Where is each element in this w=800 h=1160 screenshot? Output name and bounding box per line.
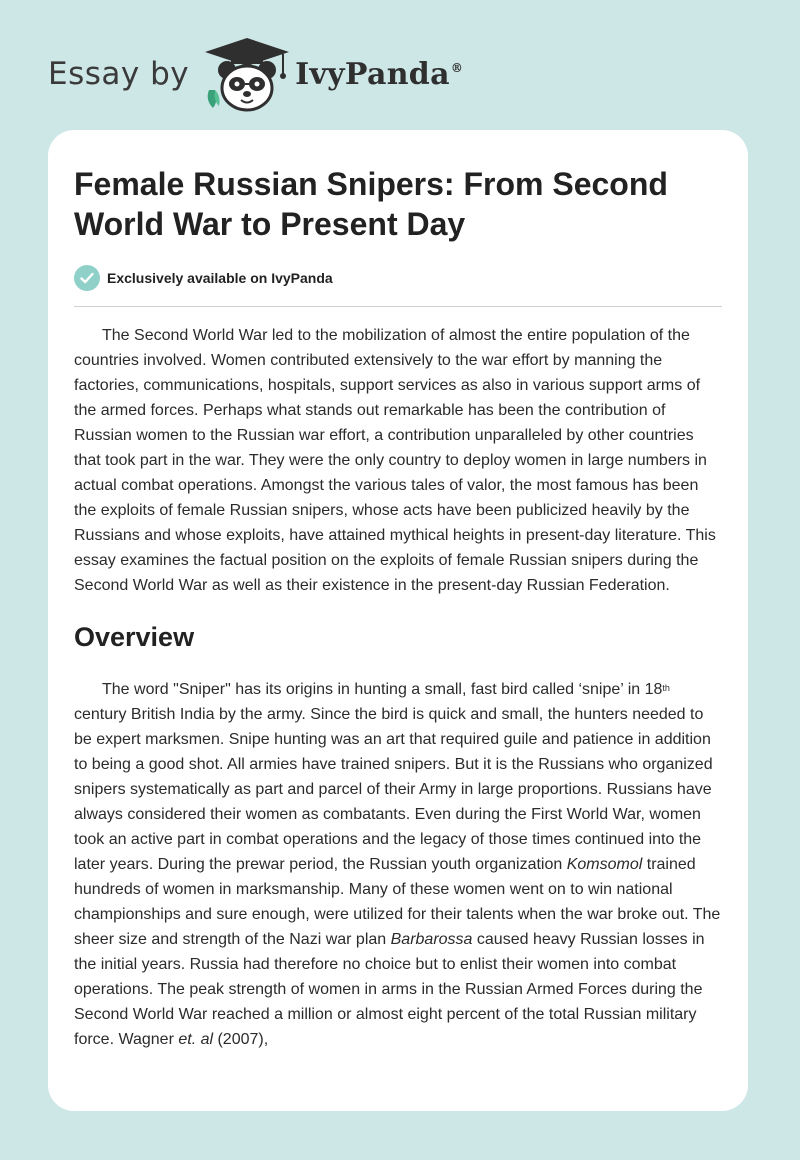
panda-graduate-icon[interactable] bbox=[203, 34, 291, 114]
exclusive-badge bbox=[74, 264, 722, 292]
divider bbox=[74, 306, 722, 307]
section-heading-overview: Overview bbox=[74, 622, 195, 652]
page-title: Female Russian Snipers: From Second World War to Present Day bbox=[74, 166, 668, 242]
brand-name[interactable]: IvyPanda® bbox=[295, 56, 464, 92]
essay-card bbox=[48, 130, 748, 1111]
essay-by-label: Essay by bbox=[48, 56, 190, 92]
site-header bbox=[48, 34, 463, 114]
badge-text: Exclusively available on IvyPanda bbox=[107, 270, 333, 286]
intro-paragraph: The Second World War led to the mobilization of almost the entire population of the countries involved. Women contributed extensively to the war effort by manning the factories, communications, hospitals, support services as also in various support arms of the armed forces. Perhaps what stands out remarkable has been the contribution of Russian women to the Russian war effort, a contribution unparalleled by other countries that took part in the war. They were the only country to deploy women in large numbers in actual combat operations. Amongst the various tales of valor, the most famous has been the exploits of female Russian snipers, whose acts have been publicized heavily by the Russians and whose exploits, have attained mythical heights in present-day literature. This essay examines the factual position on the exploits of female Russian snipers during the Second World War as well as their existence in the present-day Russian Federation. bbox=[74, 327, 716, 594]
overview-paragraph: The word "Sniper" has its origins in hunting a small, fast bird called ‘snipe’ in 18th century British India by the army. Since the bird is quick and small, the hunters needed to be expert marksmen. Snipe hunting was an art that required guile and patience in addition to being a good shot. All armies have trained snipers. But it is the Russians who organized snipers systematically as part and parcel of their Army in large proportions. Russians have always considered their women as combatants. Even during the First World War, women took an active part in combat operations and the legacy of those times continued into the later years. During the prewar period, the Russian youth organization Komsomol trained hundreds of women in marksmanship. Many of these women went on to win national championships and sure enough, were utilized for their talents when the war broke out. The sheer size and strength of the Nazi war plan Barbarossa caused heavy Russian losses in the initial years. Russia had therefore no choice but to enlist their women into combat operations. The peak strength of women in arms in the Russian Armed Forces during the Second World War reached a million or almost eight percent of the total Russian military force. Wagner et. al (2007), bbox=[74, 681, 721, 1048]
check-icon bbox=[74, 265, 100, 291]
